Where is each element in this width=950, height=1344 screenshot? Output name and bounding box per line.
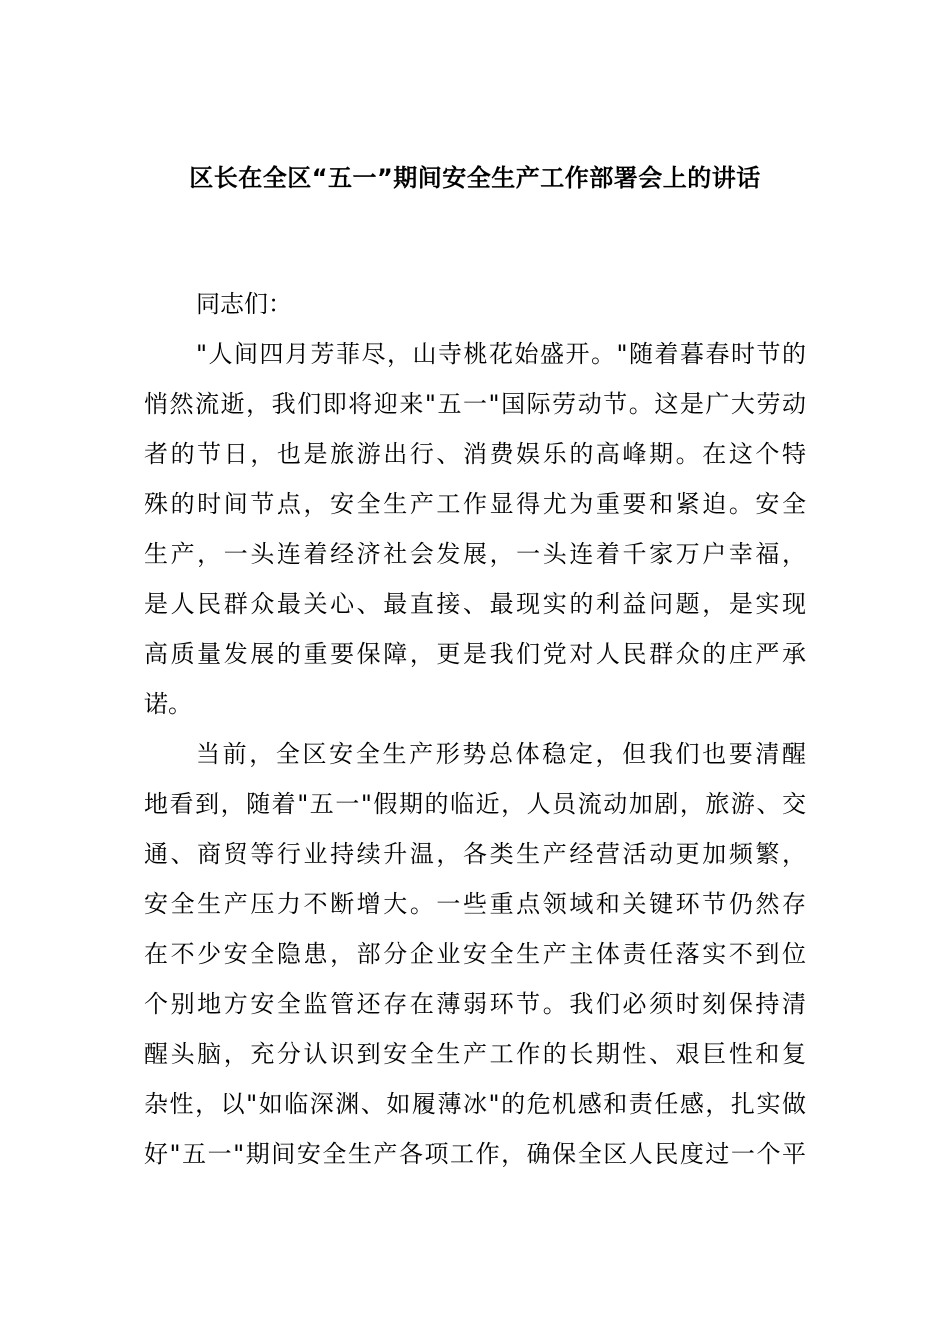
paragraph-line: 杂性，以"如临深渊、如履薄冰"的危机感和责任感，扎实做 — [144, 1090, 806, 1118]
paragraph-line: 个别地方安全监管还存在薄弱环节。我们必须时刻保持清 — [144, 990, 806, 1018]
paragraph-line: "人间四月芳菲尽，山寺桃花始盛开。"随着暮春时节的 — [196, 340, 806, 368]
document-body — [144, 279, 806, 1179]
paragraph-line: 高质量发展的重要保障，更是我们党对人民群众的庄严承 — [144, 640, 806, 668]
paragraph-line: 悄然流逝，我们即将迎来"五一"国际劳动节。这是广大劳动 — [144, 390, 806, 418]
paragraph-line: 地看到，随着"五一"假期的临近，人员流动加剧，旅游、交 — [144, 790, 806, 818]
paragraph-line: 安全生产压力不断增大。一些重点领域和关键环节仍然存 — [144, 890, 806, 918]
paragraph-line: 在不少安全隐患，部分企业安全生产主体责任落实不到位 — [144, 940, 806, 968]
salutation: 同志们： — [196, 290, 292, 318]
document-title: 区长在全区“五一”期间安全生产工作部署会上的讲话 — [189, 164, 761, 192]
paragraph-line: 是人民群众最关心、最直接、最现实的利益问题，是实现 — [144, 590, 806, 618]
paragraph-line: 好"五一"期间安全生产各项工作，确保全区人民度过一个平 — [144, 1140, 806, 1168]
paragraph-line: 者的节日，也是旅游出行、消费娱乐的高峰期。在这个特 — [144, 440, 806, 468]
paragraph-line: 醒头脑，充分认识到安全生产工作的长期性、艰巨性和复 — [144, 1040, 806, 1068]
paragraph-line: 生产，一头连着经济社会发展，一头连着千家万户幸福， — [144, 540, 806, 568]
paragraph-line: 当前，全区安全生产形势总体稳定，但我们也要清醒 — [196, 740, 806, 768]
paragraph-line: 殊的时间节点，安全生产工作显得尤为重要和紧迫。安全 — [144, 490, 806, 518]
paragraph-line: 通、商贸等行业持续升温，各类生产经营活动更加频繁， — [144, 840, 806, 868]
paragraph-line: 诺。 — [144, 690, 192, 718]
